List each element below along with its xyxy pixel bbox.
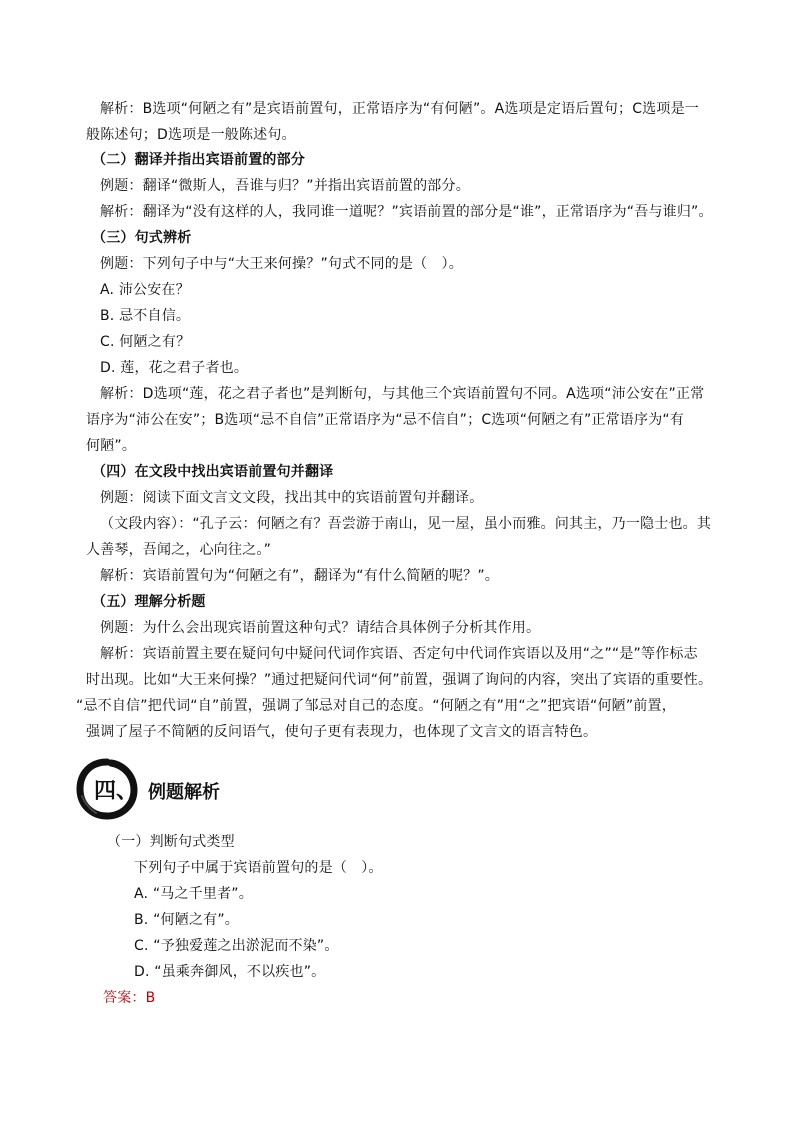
question-option: C. “予独爱莲之出淤泥而不染”。 bbox=[134, 938, 339, 954]
option-line: C. 何陋之有？ bbox=[100, 334, 191, 350]
paragraph-line: 解析：宾语前置主要在疑问句中疑问代词作宾语、否定句中代词作宾语以及用“之”“是”等作标志 bbox=[100, 646, 698, 662]
paragraph-line: 解析：宾语前置句为“何陋之有”，翻译为“有什么简陋的呢？”。 bbox=[100, 568, 500, 584]
paragraph-line: “忌不自信”把代词“自”前置，强调了邹忌对自己的态度。“何陋之有”用“之”把宾语“何陋”前置， bbox=[76, 698, 676, 714]
ink-circle-icon bbox=[76, 758, 138, 820]
question-option: D. “虽乘奔御风，不以疾也”。 bbox=[134, 964, 326, 980]
subsection-heading: （五）理解分析题 bbox=[92, 594, 206, 610]
question-stem: 下列句子中属于宾语前置句的是（ ）。 bbox=[134, 860, 383, 876]
option-line: A. 沛公安在？ bbox=[100, 282, 190, 298]
subsection-heading: （四）在文段中找出宾语前置句并翻译 bbox=[92, 464, 334, 480]
answer-text: 答案：B bbox=[103, 990, 156, 1006]
paragraph-line: 强调了屋子不简陋的反问语气，使句子更有表现力，也体现了文言文的语言特色。 bbox=[86, 724, 598, 740]
question-heading: （一）判断句式类型 bbox=[107, 834, 235, 850]
paragraph-line: 解析：D选项“莲，花之君子者也”是判断句，与其他三个宾语前置句不同。A选项“沛公安在”正常 bbox=[100, 386, 705, 402]
paragraph-line: 般陈述句；D选项是一般陈述句。 bbox=[86, 127, 296, 143]
paragraph-line: 例题：翻译“微斯人，吾谁与归？”并指出宾语前置的部分。 bbox=[100, 178, 470, 194]
question-option: A. “马之千里者”。 bbox=[134, 886, 253, 902]
question-option: B. “何陋之有”。 bbox=[134, 912, 240, 928]
option-line: B. 忌不自信。 bbox=[100, 308, 191, 324]
paragraph-line: 例题：为什么会出现宾语前置这种句式？请结合具体例子分析其作用。 bbox=[100, 620, 541, 636]
subsection-heading: （三）句式辨析 bbox=[92, 230, 192, 246]
paragraph-line: 解析：B选项“何陋之有”是宾语前置句，正常语序为“有何陋”。A选项是定语后置句；C选项是一 bbox=[100, 101, 699, 117]
paragraph-line: 解析：翻译为“没有这样的人，我同谁一道呢？”宾语前置的部分是“谁”，正常语序为“吾与谁归”。 bbox=[100, 204, 713, 220]
section-title: 例题解析 bbox=[148, 782, 220, 803]
section-number: 四、 bbox=[94, 778, 138, 804]
paragraph-line: 何陋”。 bbox=[86, 438, 137, 454]
paragraph-line: 时出现。比如“大王来何操？”通过把疑问代词“何”前置，强调了询问的内容，突出了宾语的重要性。 bbox=[86, 672, 713, 688]
paragraph-line: 例题：阅读下面文言文文段，找出其中的宾语前置句并翻译。 bbox=[100, 490, 484, 506]
paragraph-line: 人善琴，吾闻之，心向往之。” bbox=[86, 542, 272, 558]
subsection-heading: （二）翻译并指出宾语前置的部分 bbox=[92, 152, 305, 168]
option-line: D. 莲，花之君子者也。 bbox=[100, 360, 249, 376]
paragraph-line: 例题：下列句子中与“大王来何操？”句式不同的是（ ）。 bbox=[100, 256, 463, 272]
paragraph-line: 语序为“沛公在安”；B选项“忌不自信”正常语序为“忌不信自”；C选项“何陋之有”正常语序为“有 bbox=[86, 412, 685, 428]
paragraph-line: （文段内容）：“孔子云：何陋之有？吾尝游于南山，见一屋，虽小而雅。问其主，乃一隐士也。其 bbox=[100, 516, 712, 532]
